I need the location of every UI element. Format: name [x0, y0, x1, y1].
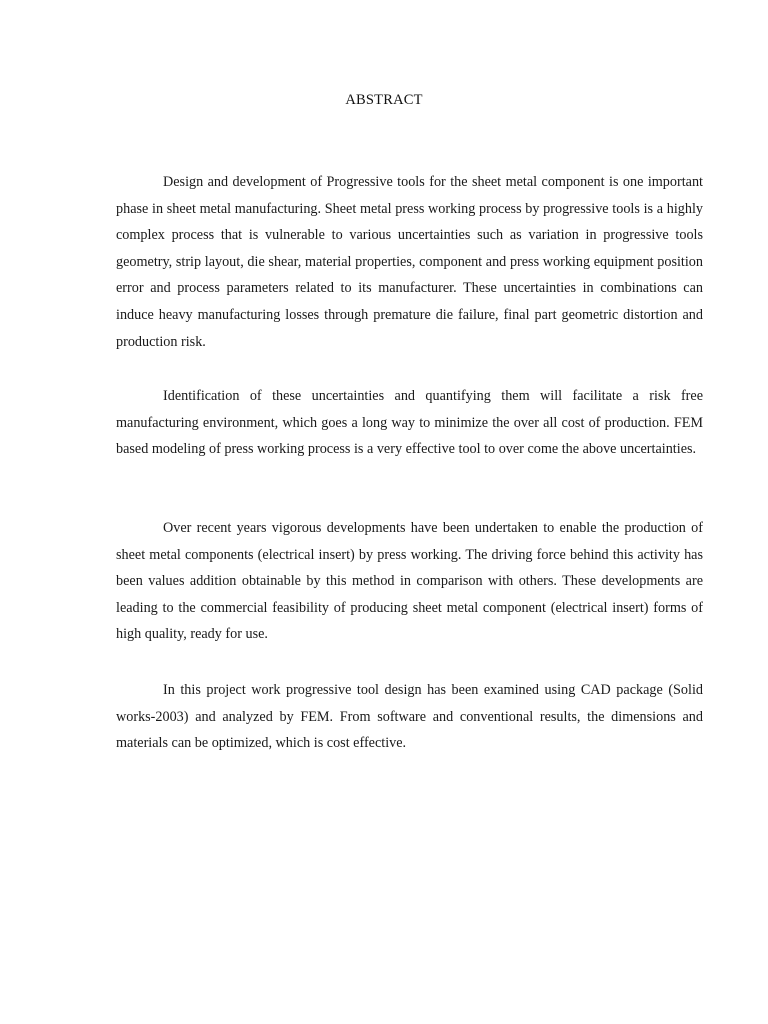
abstract-heading: ABSTRACT	[345, 92, 423, 108]
abstract-paragraph-2: Identification of these uncertainties and quantifying them will facilitate a risk free manufacturing environment, which goes a long way to minimize the over all cost of production. FEM based modeling of press working process is a very effective tool to over come the above uncertainties.	[116, 388, 703, 458]
abstract-paragraph-4: In this project work progressive tool design has been examined using CAD package (Solid works-2003) and analyzed by FEM. From software and conventional results, the dimensions and materials can be optimized, which is cost effective.	[116, 682, 703, 752]
abstract-paragraph-3: Over recent years vigorous developments have been undertaken to enable the production of sheet metal components (electrical insert) by press working. The driving force behind this activity has been values addition obtainable by this method in comparison with others. These developments are leading to the commercial feasibility of producing sheet metal component (electrical insert) forms of high quality, ready for use.	[116, 520, 703, 643]
abstract-paragraph-1: Design and development of Progressive tools for the sheet metal component is one important phase in sheet metal manufacturing. Sheet metal press working process by progressive tools is a highly complex process that is vulnerable to various uncertainties such as variation in progressive tools geometry, strip layout, die shear, material properties, component and press working equipment position error and process parameters related to its manufacturer. These uncertainties in combinations can induce heavy manufacturing losses through premature die failure, final part geometric distortion and production risk.	[116, 174, 703, 350]
